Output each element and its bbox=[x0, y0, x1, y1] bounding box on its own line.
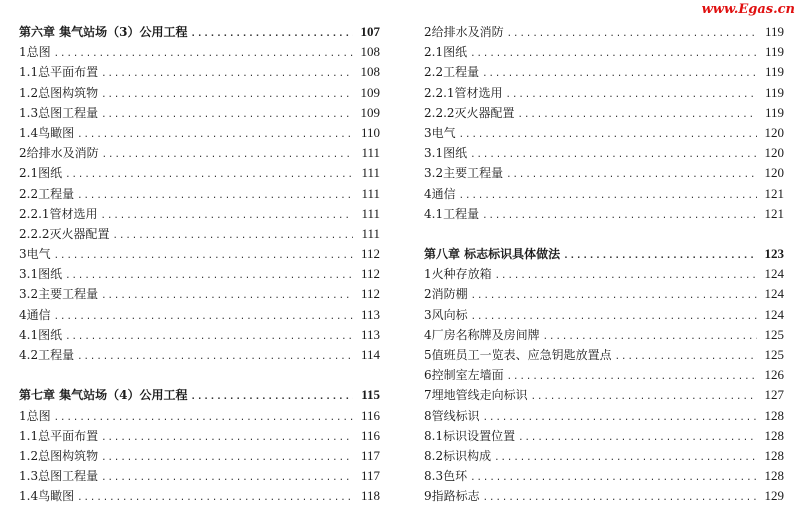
toc-entry[interactable] bbox=[19, 204, 380, 224]
toc-page-number: 120 bbox=[764, 145, 784, 161]
toc-entry-title: 8.1标识设置位置 bbox=[424, 428, 516, 443]
toc-page-number: 125 bbox=[764, 326, 784, 342]
dot-leader bbox=[494, 448, 757, 468]
toc-entry-title: 4通信 bbox=[424, 186, 456, 201]
toc-page-number: 109 bbox=[360, 84, 380, 100]
toc-entry-title: 3.2主要工程量 bbox=[19, 287, 99, 302]
toc-entry-title: 6控制室左墙面 bbox=[424, 368, 504, 383]
toc-page-number: 128 bbox=[764, 407, 784, 423]
toc-entry-title: 2.2.2灭火器配置 bbox=[19, 226, 110, 241]
toc-page-number: 128 bbox=[764, 427, 784, 443]
toc-page-number: 128 bbox=[764, 447, 784, 463]
toc-page-number: 110 bbox=[360, 124, 380, 140]
toc-entry[interactable] bbox=[19, 42, 380, 62]
toc-page-number: 116 bbox=[360, 407, 380, 423]
toc-entry[interactable] bbox=[424, 284, 784, 304]
dot-leader bbox=[113, 226, 353, 246]
toc-page-number: 119 bbox=[764, 104, 784, 120]
toc-page-number: 109 bbox=[360, 104, 380, 120]
toc-entry[interactable] bbox=[424, 103, 784, 123]
toc-page-number: 124 bbox=[764, 286, 784, 302]
toc-entry[interactable] bbox=[424, 305, 784, 325]
toc-page-number: 118 bbox=[360, 488, 380, 504]
toc-entry-title: 2.2工程量 bbox=[19, 186, 75, 201]
dot-leader bbox=[563, 246, 757, 266]
toc-entry[interactable] bbox=[19, 163, 380, 183]
toc-page-number: 119 bbox=[764, 24, 784, 39]
dot-leader bbox=[507, 367, 757, 387]
toc-entry[interactable] bbox=[19, 184, 380, 204]
toc-left-column bbox=[19, 22, 380, 507]
toc-entry-title: 1火种存放箱 bbox=[424, 267, 492, 282]
toc-page-number: 111 bbox=[361, 205, 380, 221]
toc-entry[interactable] bbox=[424, 486, 784, 506]
dot-leader bbox=[77, 186, 353, 206]
toc-entry-title: 第八章 标志标识具体做法 bbox=[424, 247, 561, 262]
toc-entry-title: 第七章 集气站场（4）公用工程 bbox=[19, 388, 188, 403]
toc-page-number: 125 bbox=[764, 347, 784, 362]
toc-entry-title: 4通信 bbox=[19, 307, 51, 322]
toc-page-number: 112 bbox=[360, 266, 380, 282]
dot-leader bbox=[101, 468, 353, 488]
dot-leader bbox=[518, 105, 757, 125]
toc-entry[interactable] bbox=[19, 345, 380, 365]
toc-page-number: 112 bbox=[360, 246, 380, 262]
dot-leader bbox=[506, 165, 757, 185]
toc-entry[interactable] bbox=[424, 143, 784, 163]
toc-entry-title: 4厂房名称牌及房间牌 bbox=[424, 327, 540, 342]
toc-page-number: 120 bbox=[764, 165, 784, 181]
toc-entry[interactable] bbox=[19, 284, 380, 304]
dot-leader bbox=[470, 468, 757, 488]
toc-page-number: 111 bbox=[361, 145, 380, 161]
toc-entry-title: 3电气 bbox=[19, 247, 51, 262]
toc-entry[interactable] bbox=[424, 365, 784, 385]
toc-page-number: 111 bbox=[361, 165, 380, 181]
dot-leader bbox=[54, 44, 353, 64]
toc-entry-title: 1.4鸟瞰图 bbox=[19, 125, 75, 140]
toc-entry[interactable] bbox=[424, 204, 784, 224]
toc-entry-title: 8.3色环 bbox=[424, 469, 468, 484]
toc-entry-title: 1.3总图工程量 bbox=[19, 469, 99, 484]
dot-leader bbox=[615, 347, 757, 367]
dot-leader bbox=[495, 266, 757, 286]
toc-entry-title: 2.2.2灭火器配置 bbox=[424, 105, 515, 120]
toc-entry[interactable] bbox=[424, 123, 784, 143]
toc-entry-title: 8.2标识构成 bbox=[424, 448, 492, 463]
toc-entry[interactable] bbox=[424, 184, 784, 204]
toc-page-number: 115 bbox=[361, 387, 380, 403]
toc-entry-title: 2.2.1管材选用 bbox=[19, 206, 98, 221]
dot-leader bbox=[101, 105, 353, 125]
toc-entry[interactable] bbox=[424, 466, 784, 486]
toc-page-number: 124 bbox=[764, 306, 784, 322]
toc-entry[interactable] bbox=[19, 103, 380, 123]
dot-leader bbox=[483, 488, 757, 508]
toc-page-number: 119 bbox=[764, 44, 784, 60]
toc-entry[interactable] bbox=[424, 83, 784, 103]
toc-page-number: 127 bbox=[764, 387, 784, 403]
toc-entry-title: 4.1工程量 bbox=[424, 206, 480, 221]
toc-entry[interactable] bbox=[19, 143, 380, 163]
dot-leader bbox=[518, 428, 757, 448]
toc-entry[interactable] bbox=[424, 426, 784, 446]
toc-page-number: 112 bbox=[360, 286, 380, 302]
dot-leader bbox=[470, 145, 757, 165]
toc-page-number: 120 bbox=[764, 124, 784, 140]
toc-page-number: 117 bbox=[360, 468, 380, 484]
dot-leader bbox=[101, 206, 353, 226]
dot-leader bbox=[77, 125, 353, 145]
dot-leader bbox=[459, 125, 757, 145]
toc-entry[interactable] bbox=[424, 163, 784, 183]
toc-page-number: 113 bbox=[360, 306, 380, 322]
dot-leader bbox=[65, 327, 353, 347]
dot-leader bbox=[459, 186, 757, 206]
toc-page-number: 114 bbox=[360, 347, 380, 362]
dot-leader bbox=[471, 307, 757, 327]
toc-page-number: 121 bbox=[764, 185, 784, 201]
toc-page-number: 108 bbox=[360, 44, 380, 60]
toc-page-number: 108 bbox=[360, 64, 380, 80]
toc-entry-title: 2给排水及消防 bbox=[424, 25, 504, 39]
toc-entry[interactable] bbox=[19, 123, 380, 143]
dot-leader bbox=[77, 488, 353, 508]
dot-leader bbox=[482, 206, 757, 226]
dot-leader bbox=[54, 408, 353, 428]
toc-entry[interactable] bbox=[19, 244, 380, 264]
dot-leader bbox=[54, 307, 353, 327]
dot-leader bbox=[65, 266, 353, 286]
dot-leader bbox=[101, 64, 353, 84]
toc-entry[interactable] bbox=[424, 22, 784, 42]
toc-entry-title: 2给排水及消防 bbox=[19, 146, 99, 161]
toc-page-number: 121 bbox=[764, 205, 784, 221]
toc-entry[interactable] bbox=[424, 446, 784, 466]
toc-page-number: 113 bbox=[360, 326, 380, 342]
toc-entry-title: 1.1总平面布置 bbox=[19, 65, 99, 80]
toc-page-number: 119 bbox=[764, 64, 784, 80]
toc-page-number: 126 bbox=[764, 367, 784, 383]
toc-entry[interactable] bbox=[19, 305, 380, 325]
toc-entry-title: 2.1图纸 bbox=[19, 166, 63, 181]
dot-leader bbox=[471, 286, 757, 306]
toc-entry[interactable] bbox=[424, 62, 784, 82]
dot-leader bbox=[470, 44, 757, 64]
toc-entry-title: 2消防棚 bbox=[424, 287, 468, 302]
toc-entry[interactable] bbox=[424, 42, 784, 62]
toc-entry-title: 5值班员工一览表、应急钥匙放置点 bbox=[424, 348, 612, 362]
toc-page-number: 124 bbox=[764, 266, 784, 282]
toc-entry[interactable] bbox=[19, 406, 380, 426]
toc-entry[interactable] bbox=[424, 264, 784, 284]
toc-entry-title: 2.2.1管材选用 bbox=[424, 85, 503, 100]
toc-entry-title: 7埋地管线走向标识 bbox=[424, 388, 528, 403]
dot-leader bbox=[507, 24, 757, 44]
toc-entry-title: 1.4鸟瞰图 bbox=[19, 489, 75, 504]
toc-page-number: 111 bbox=[361, 185, 380, 201]
dot-leader bbox=[101, 428, 353, 448]
toc-page-number: 123 bbox=[764, 246, 784, 262]
toc-entry[interactable] bbox=[424, 406, 784, 426]
dot-leader bbox=[482, 64, 757, 84]
dot-leader bbox=[483, 408, 757, 428]
toc-entry-title: 2.2工程量 bbox=[424, 65, 480, 80]
watermark: www.Egas.cn bbox=[701, 2, 795, 17]
toc-entry-title: 3.1图纸 bbox=[424, 146, 468, 161]
toc-chapter-entry[interactable] bbox=[19, 22, 380, 42]
section-gap bbox=[424, 224, 784, 244]
toc-entry-title: 4.1图纸 bbox=[19, 327, 63, 342]
toc-entry-title: 1.2总图构筑物 bbox=[19, 448, 99, 463]
toc-entry-title: 2.1图纸 bbox=[424, 45, 468, 60]
dot-leader bbox=[531, 387, 757, 407]
toc-entry[interactable] bbox=[424, 345, 784, 365]
toc-page-number: 116 bbox=[360, 427, 380, 443]
toc-page-number: 129 bbox=[764, 488, 784, 504]
toc-entry[interactable] bbox=[424, 385, 784, 405]
dot-leader bbox=[65, 165, 353, 185]
toc-entry-title: 9指路标志 bbox=[424, 489, 480, 504]
toc-entry-title: 8管线标识 bbox=[424, 408, 480, 423]
toc-entry[interactable] bbox=[19, 486, 380, 506]
toc-entry[interactable] bbox=[19, 446, 380, 466]
toc-entry-title: 1总图 bbox=[19, 408, 51, 423]
toc-entry-title: 4.2工程量 bbox=[19, 348, 75, 362]
toc-page-number: 111 bbox=[361, 225, 380, 241]
toc-entry-title: 1.1总平面布置 bbox=[19, 428, 99, 443]
toc-entry[interactable] bbox=[19, 224, 380, 244]
toc-page-number: 119 bbox=[764, 84, 784, 100]
toc-page-number: 107 bbox=[360, 24, 380, 39]
toc-entry-title: 3电气 bbox=[424, 125, 456, 140]
section-gap bbox=[19, 365, 380, 385]
toc-entry-title: 1总图 bbox=[19, 45, 51, 60]
toc-entry[interactable] bbox=[19, 264, 380, 284]
dot-leader bbox=[506, 85, 757, 105]
toc-right-column bbox=[424, 22, 784, 507]
dot-leader bbox=[191, 387, 353, 407]
toc-page-number: 117 bbox=[360, 447, 380, 463]
dot-leader bbox=[191, 24, 353, 44]
toc-entry-title: 3.1图纸 bbox=[19, 267, 63, 282]
dot-leader bbox=[102, 145, 353, 165]
toc-entry[interactable] bbox=[19, 325, 380, 345]
toc-entry[interactable] bbox=[424, 325, 784, 345]
dot-leader bbox=[543, 327, 757, 347]
dot-leader bbox=[54, 246, 353, 266]
toc-chapter-entry[interactable] bbox=[19, 385, 380, 405]
toc-entry-title: 第六章 集气站场（3）公用工程 bbox=[19, 25, 188, 39]
toc-entry-title: 3.2主要工程量 bbox=[424, 166, 504, 181]
dot-leader bbox=[101, 286, 353, 306]
toc-entry-title: 3风向标 bbox=[424, 307, 468, 322]
toc-entry-title: 1.3总图工程量 bbox=[19, 105, 99, 120]
dot-leader bbox=[77, 347, 353, 367]
toc-entry[interactable] bbox=[19, 62, 380, 82]
toc-entry[interactable] bbox=[19, 466, 380, 486]
toc-entry[interactable] bbox=[19, 83, 380, 103]
dot-leader bbox=[101, 448, 353, 468]
toc-page-number: 128 bbox=[764, 468, 784, 484]
toc-entry-title: 1.2总图构筑物 bbox=[19, 85, 99, 100]
dot-leader bbox=[101, 85, 353, 105]
toc-entry[interactable] bbox=[19, 426, 380, 446]
toc-chapter-entry[interactable] bbox=[424, 244, 784, 264]
